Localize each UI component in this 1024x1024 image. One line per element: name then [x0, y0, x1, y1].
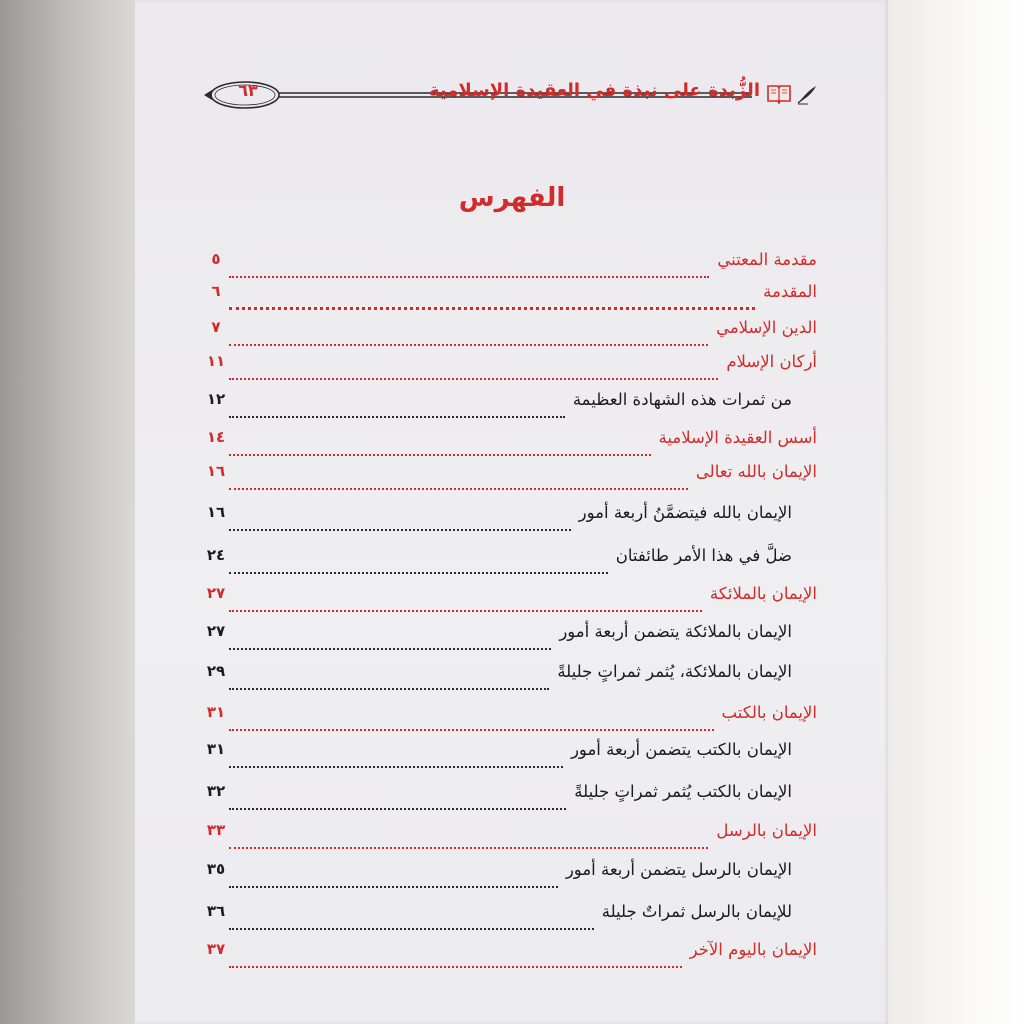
- quill-icon: [796, 83, 818, 105]
- dot-leader: [229, 648, 551, 650]
- toc-entry: [205, 821, 817, 853]
- dot-leader: [229, 572, 608, 574]
- toc-page-number: ١١: [206, 352, 226, 370]
- toc-page-number: ١٤: [206, 428, 226, 446]
- toc-entry: [205, 318, 817, 350]
- toc-page-number: ٢٩: [206, 662, 226, 680]
- toc-page-number: ٢٤: [206, 546, 226, 564]
- running-header: [200, 78, 820, 112]
- dot-leader: [229, 766, 563, 768]
- toc-page-number: ٣١: [206, 703, 226, 721]
- dot-leader: [229, 454, 651, 456]
- toc-page-number: ٣١: [206, 740, 226, 758]
- toc-page-number: ٢٧: [206, 584, 226, 602]
- toc-page-number: ٦: [211, 282, 221, 300]
- toc-entry: [205, 584, 817, 616]
- toc-entry: [205, 390, 817, 422]
- dot-leader: [229, 416, 565, 418]
- toc-page-number: ٧: [211, 318, 221, 336]
- toc-page-number: ٣٢: [206, 782, 226, 800]
- toc-entry: [205, 703, 817, 735]
- toc-entry: [205, 902, 817, 934]
- toc-page-number: ١٢: [206, 390, 226, 408]
- book-gutter: [0, 0, 135, 1024]
- dot-leader: [229, 610, 702, 612]
- toc-entry: [205, 940, 817, 972]
- toc-page-number: ١٦: [206, 462, 226, 480]
- toc-entry: [205, 860, 817, 892]
- page-number: ٦٣: [238, 81, 258, 100]
- dot-leader: [229, 928, 594, 930]
- toc-entry: [205, 462, 817, 494]
- dot-leader: [229, 847, 708, 849]
- toc-heading: الفهرس: [458, 183, 566, 213]
- toc-chapter-label: الدين الإسلامي: [716, 318, 817, 337]
- toc-chapter-label: الإيمان بالله تعالى: [695, 462, 817, 481]
- toc-chapter-label: أسس العقيدة الإسلامية: [658, 428, 817, 447]
- toc-page-number: ٣٥: [206, 860, 226, 878]
- toc-section-label: الإيمان بالكتب يتضمن أربعة أمور: [570, 740, 792, 759]
- dot-leader: [229, 307, 755, 310]
- dot-leader: [229, 344, 708, 346]
- toc-page-number: ٢٧: [206, 622, 226, 640]
- dot-leader: [229, 729, 714, 731]
- toc-page-number: ٣٣: [206, 821, 226, 839]
- toc-entry: [205, 250, 817, 282]
- dot-leader: [229, 886, 558, 888]
- toc-page-number: ٣٦: [206, 902, 226, 920]
- toc-page-number: ٣٧: [206, 940, 226, 958]
- toc-entry: [205, 546, 817, 578]
- toc-chapter-label: الإيمان بالكتب: [721, 703, 817, 722]
- toc-entry: [205, 282, 817, 314]
- book-title: الزُّبدة على نبذة في العقيدة الإسلامية: [429, 80, 760, 101]
- toc-section-label: الإيمان بالكتب يُثمر ثمراتٍ جليلةً: [574, 782, 792, 801]
- toc-chapter-label: الإيمان بالرسل: [716, 821, 817, 840]
- toc-section-label: ضلَّ في هذا الأمر طائفتان: [615, 546, 792, 565]
- toc-section-label: الإيمان بالملائكة، يُثمر ثمراتٍ جليلةً: [557, 662, 792, 681]
- toc-chapter-label: المقدمة: [763, 282, 817, 301]
- toc-page-number: ٥: [211, 250, 221, 268]
- dot-leader: [229, 276, 709, 278]
- toc-entry: [205, 782, 817, 814]
- toc-chapter-label: أركان الإسلام: [726, 352, 817, 371]
- toc-chapter-label: الإيمان باليوم الآخر: [689, 940, 817, 959]
- book-icon: [766, 82, 792, 104]
- dot-leader: [229, 529, 571, 531]
- toc-chapter-label: الإيمان بالملائكة: [709, 584, 817, 603]
- dot-leader: [229, 808, 566, 810]
- toc-section-label: الإيمان بالله فيتضمَّنُ أربعة أمور: [578, 503, 792, 522]
- toc-page-number: ١٦: [206, 503, 226, 521]
- toc-entry: [205, 740, 817, 772]
- toc-entry: [205, 352, 817, 384]
- dot-leader: [229, 966, 682, 968]
- toc-section-label: من ثمرات هذه الشهادة العظيمة: [572, 390, 792, 409]
- toc-entry: [205, 662, 817, 694]
- toc-section-label: الإيمان بالرسل يتضمن أربعة أمور: [565, 860, 792, 879]
- dot-leader: [229, 378, 718, 380]
- toc-entry: [205, 503, 817, 535]
- dot-leader: [229, 688, 549, 690]
- toc-entry: [205, 622, 817, 654]
- toc-section-label: للإيمان بالرسل ثمراتٌ جليلة: [601, 902, 792, 921]
- dot-leader: [229, 488, 688, 490]
- toc-chapter-label: مقدمة المعتني: [717, 250, 817, 269]
- toc-entry: [205, 428, 817, 460]
- toc-section-label: الإيمان بالملائكة يتضمن أربعة أمور: [559, 622, 792, 641]
- background-surface: [888, 0, 1024, 1024]
